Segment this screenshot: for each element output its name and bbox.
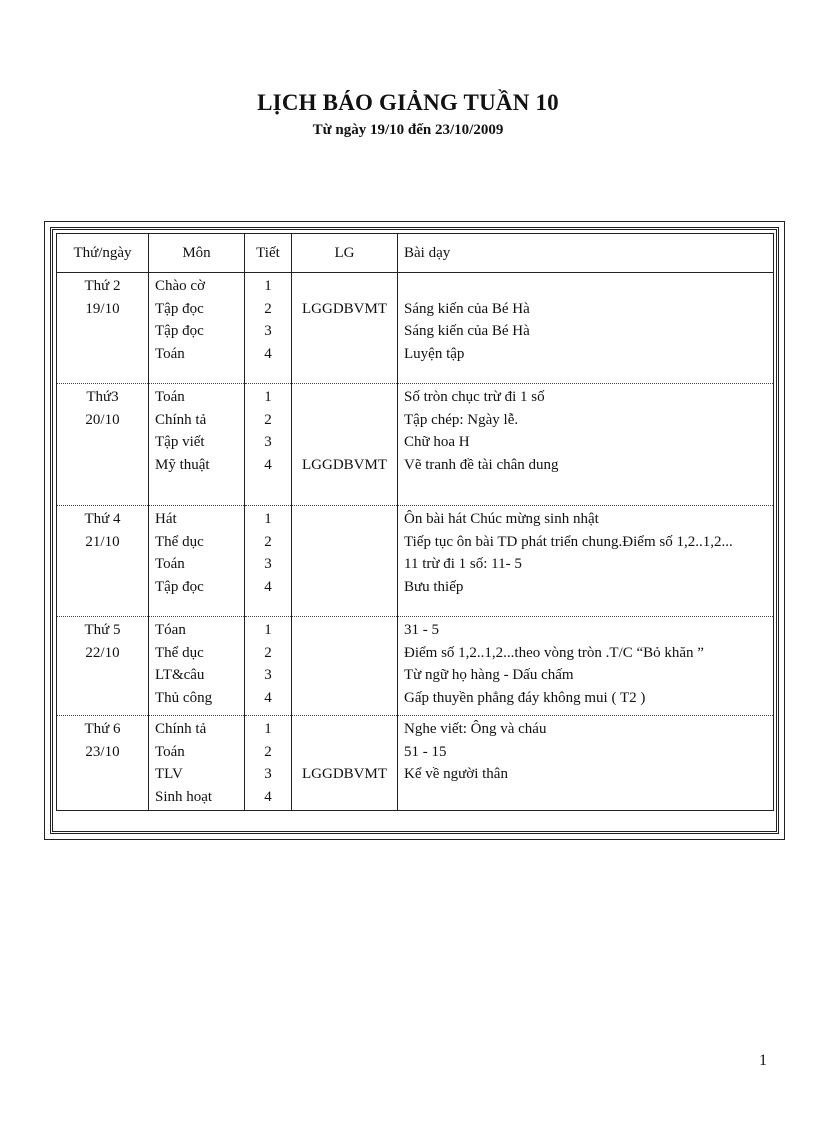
subject-text: Tập viết — [155, 434, 205, 450]
subject-text: Toán — [155, 556, 185, 572]
lg-text: LGGDBVMT — [302, 300, 387, 317]
document-subtitle: Từ ngày 19/10 đến 23/10/2009 — [312, 122, 504, 138]
lg-cell — [292, 617, 398, 716]
table-row — [57, 273, 774, 384]
subject-text: Hát — [155, 511, 177, 527]
day-label: Thứ 6 — [84, 721, 121, 737]
lg-text — [292, 687, 397, 710]
lg-text: LGGDBVMT — [302, 766, 387, 782]
lesson-text: Ôn bài hát Chúc mừng sinh nhật — [404, 511, 599, 527]
lg-text — [292, 275, 397, 298]
lg-cell — [292, 273, 398, 384]
lesson-text: Số tròn chục trừ đi 1 số — [404, 389, 545, 405]
period-cell — [245, 384, 292, 506]
subject-text: Sinh hoạt — [155, 788, 213, 805]
header-lg: LG — [292, 234, 398, 273]
subject-text: LT&câu — [155, 667, 205, 683]
lesson-text: Nghe viết: Ông và cháu — [404, 721, 547, 737]
lg-text — [292, 642, 397, 665]
day-label: Thứ 5 — [84, 622, 121, 638]
lg-text — [292, 553, 397, 576]
period-text: 1 — [264, 278, 272, 294]
day-label: Thứ3 — [86, 389, 119, 405]
day-cell — [57, 506, 149, 617]
lg-text — [292, 576, 397, 599]
subject-text: Tóan — [155, 622, 186, 638]
period-text: 2 — [264, 533, 272, 550]
lesson-cell — [398, 617, 774, 716]
period-cell — [245, 716, 292, 811]
subject-cell — [149, 506, 245, 617]
header-day: Thứ/ngày — [57, 234, 149, 273]
table-header-row — [57, 234, 774, 273]
lesson-text: Điểm số 1,2..1,2...theo vòng tròn .T/C “Bỏ khăn ” — [404, 644, 704, 661]
lesson-text: Luyện tập — [404, 345, 465, 362]
lg-text — [292, 664, 397, 687]
period-text: 3 — [264, 766, 272, 782]
lg-text — [292, 343, 397, 366]
lesson-text: 11 trừ đi 1 số: 11- 5 — [404, 556, 522, 572]
period-text: 3 — [264, 556, 272, 572]
header-lesson: Bài dạy — [398, 234, 774, 273]
lesson-text: 51 - 15 — [404, 743, 447, 760]
subject-text: Mỹ thuật — [155, 456, 210, 473]
period-text: 2 — [264, 300, 272, 317]
lesson-text: 31 - 5 — [404, 622, 439, 638]
lesson-cell — [398, 716, 774, 811]
lg-text — [292, 431, 397, 454]
period-text: 1 — [264, 511, 272, 527]
day-date: 21/10 — [85, 533, 120, 550]
period-text: 4 — [264, 456, 272, 473]
subject-cell — [149, 273, 245, 384]
lg-text — [292, 531, 397, 554]
lesson-text: Chữ hoa H — [404, 434, 470, 450]
period-text: 1 — [264, 389, 272, 405]
subject-text: Tập đọc — [155, 578, 204, 595]
day-date: 20/10 — [85, 411, 120, 428]
table-row — [57, 506, 774, 617]
subject-cell — [149, 384, 245, 506]
period-cell — [245, 273, 292, 384]
lesson-cell — [398, 384, 774, 506]
period-cell — [245, 617, 292, 716]
lg-text: LGGDBVMT — [302, 456, 387, 473]
lg-text — [292, 741, 397, 764]
period-text: 4 — [264, 788, 272, 805]
period-text: 1 — [264, 721, 272, 737]
subject-text: Thể dục — [155, 533, 204, 550]
lesson-text: Tập chép: Ngày lễ. — [404, 411, 519, 428]
lg-cell — [292, 506, 398, 617]
lesson-text: Kể về người thân — [404, 766, 508, 782]
subject-text: Thể dục — [155, 644, 204, 661]
page-number: 1 — [759, 1052, 767, 1069]
lesson-text — [404, 275, 773, 298]
lg-text — [292, 386, 397, 409]
lg-text — [292, 786, 397, 809]
lg-cell — [292, 716, 398, 811]
period-cell — [245, 506, 292, 617]
subject-cell — [149, 617, 245, 716]
header-subject: Môn — [149, 234, 245, 273]
lesson-text — [404, 786, 773, 809]
period-text: 3 — [264, 434, 272, 450]
day-label: Thứ 4 — [84, 511, 121, 527]
subject-text: TLV — [155, 766, 183, 782]
subject-text: Chào cờ — [155, 278, 206, 294]
period-text: 4 — [264, 578, 272, 595]
lesson-cell — [398, 273, 774, 384]
subject-text: Tập đọc — [155, 300, 204, 317]
day-label: Thứ 2 — [84, 278, 121, 294]
period-text: 3 — [264, 667, 272, 683]
subject-text: Toán — [155, 345, 185, 362]
document-title: LỊCH BÁO GIẢNG TUẦN 10 — [257, 90, 559, 115]
subject-text: Thủ công — [155, 689, 213, 706]
lesson-text: Tiếp tục ôn bài TD phát triển chung.Điểm số 1,2..1,2... — [404, 533, 733, 550]
table-row — [57, 716, 774, 811]
lg-text — [292, 320, 397, 343]
day-date: 19/10 — [85, 300, 120, 317]
day-date: 22/10 — [85, 644, 120, 661]
day-cell — [57, 716, 149, 811]
lg-text — [292, 718, 397, 741]
subject-text: Toán — [155, 389, 185, 405]
lesson-cell — [398, 506, 774, 617]
period-text: 4 — [264, 689, 272, 706]
subject-text: Chính tả — [155, 411, 207, 428]
subject-text: Chính tả — [155, 721, 207, 737]
table-row — [57, 384, 774, 506]
subject-cell — [149, 716, 245, 811]
day-cell — [57, 384, 149, 506]
lesson-text: Bưu thiếp — [404, 578, 464, 595]
day-cell — [57, 273, 149, 384]
header-period: Tiết — [245, 234, 292, 273]
lesson-text: Sáng kiến của Bé Hà — [404, 323, 530, 339]
subject-text: Toán — [155, 743, 185, 760]
lesson-text: Sáng kiến của Bé Hà — [404, 300, 530, 317]
lg-cell — [292, 384, 398, 506]
lesson-text: Gấp thuyền phẳng đáy không mui ( T2 ) — [404, 689, 646, 706]
period-text: 2 — [264, 411, 272, 428]
schedule-table — [56, 233, 774, 811]
day-date: 23/10 — [85, 743, 120, 760]
table-row — [57, 617, 774, 716]
period-text: 4 — [264, 345, 272, 362]
lg-text — [292, 409, 397, 432]
period-text: 2 — [264, 644, 272, 661]
lesson-text: Từ ngữ họ hàng - Dấu chấm — [404, 667, 574, 683]
period-text: 2 — [264, 743, 272, 760]
lesson-text: Vẽ tranh đề tài chân dung — [404, 456, 559, 473]
lg-text — [292, 619, 397, 642]
period-text: 1 — [264, 622, 272, 638]
subject-text: Tập đọc — [155, 323, 204, 339]
lg-text — [292, 508, 397, 531]
period-text: 3 — [264, 323, 272, 339]
day-cell — [57, 617, 149, 716]
